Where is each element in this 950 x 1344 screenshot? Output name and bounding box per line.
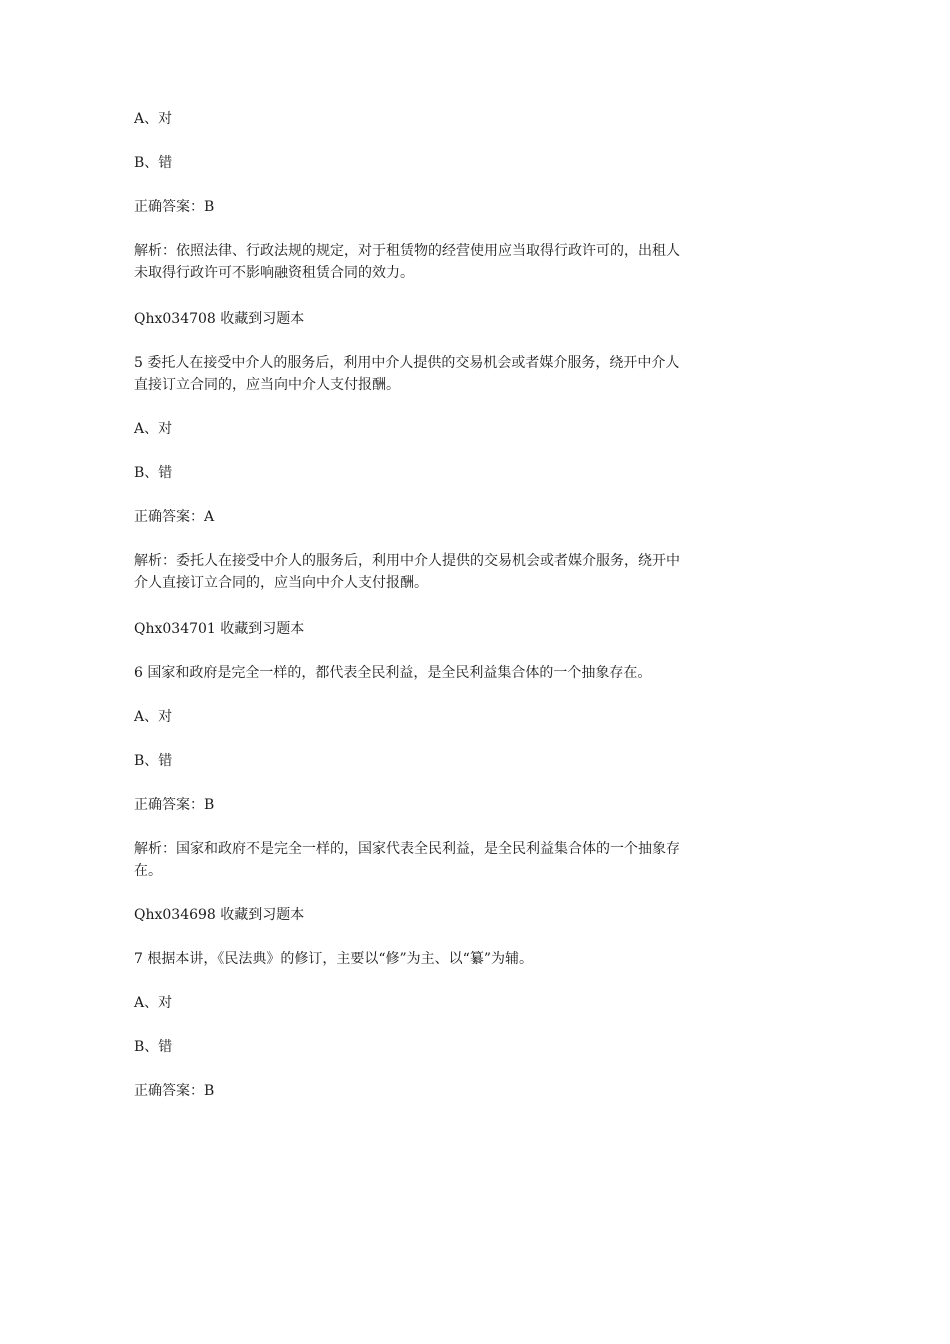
option-b: B、错 <box>134 753 173 769</box>
correct-answer: 正确答案：B <box>134 797 215 813</box>
option-a: A、对 <box>134 995 173 1011</box>
question-code-favorite: Qhx034698 收藏到习题本 <box>134 907 305 923</box>
option-a: A、对 <box>134 111 173 127</box>
analysis <box>134 240 746 284</box>
question-line: 直接订立合同的，应当向中介人支付报酬。 <box>134 377 400 393</box>
analysis-line: 介人直接订立合同的，应当向中介人支付报酬。 <box>134 575 428 591</box>
question-code-favorite: Qhx034708 收藏到习题本 <box>134 311 305 327</box>
question-7 <box>134 948 746 970</box>
analysis <box>134 550 746 594</box>
analysis <box>134 838 746 882</box>
option-a: A、对 <box>134 709 173 725</box>
correct-answer: 正确答案：B <box>134 199 215 215</box>
analysis-line: 解析：委托人在接受中介人的服务后，利用中介人提供的交易机会或者媒介服务，绕开中 <box>134 553 680 569</box>
question-5 <box>134 352 746 396</box>
question-line: 7 根据本讲，《民法典》的修订，主要以“修”为主、以“纂”为辅。 <box>134 951 533 967</box>
question-line: 5 委托人在接受中介人的服务后，利用中介人提供的交易机会或者媒介服务，绕开中介人 <box>134 355 680 371</box>
option-a: A、对 <box>134 421 173 437</box>
option-b: B、错 <box>134 465 173 481</box>
analysis-line: 解析：国家和政府不是完全一样的，国家代表全民利益，是全民利益集合体的一个抽象存 <box>134 841 680 857</box>
analysis-line: 在。 <box>134 863 162 879</box>
analysis-line: 未取得行政许可不影响融资租赁合同的效力。 <box>134 265 414 281</box>
correct-answer: 正确答案：A <box>134 509 215 525</box>
question-code-favorite: Qhx034701 收藏到习题本 <box>134 621 305 637</box>
correct-answer: 正确答案：B <box>134 1083 215 1099</box>
analysis-line: 解析：依照法律、行政法规的规定，对于租赁物的经营使用应当取得行政许可的，出租人 <box>134 243 680 259</box>
question-6 <box>134 662 746 684</box>
option-b: B、错 <box>134 155 173 171</box>
question-line: 6 国家和政府是完全一样的，都代表全民利益，是全民利益集合体的一个抽象存在。 <box>134 665 652 681</box>
option-b: B、错 <box>134 1039 173 1055</box>
